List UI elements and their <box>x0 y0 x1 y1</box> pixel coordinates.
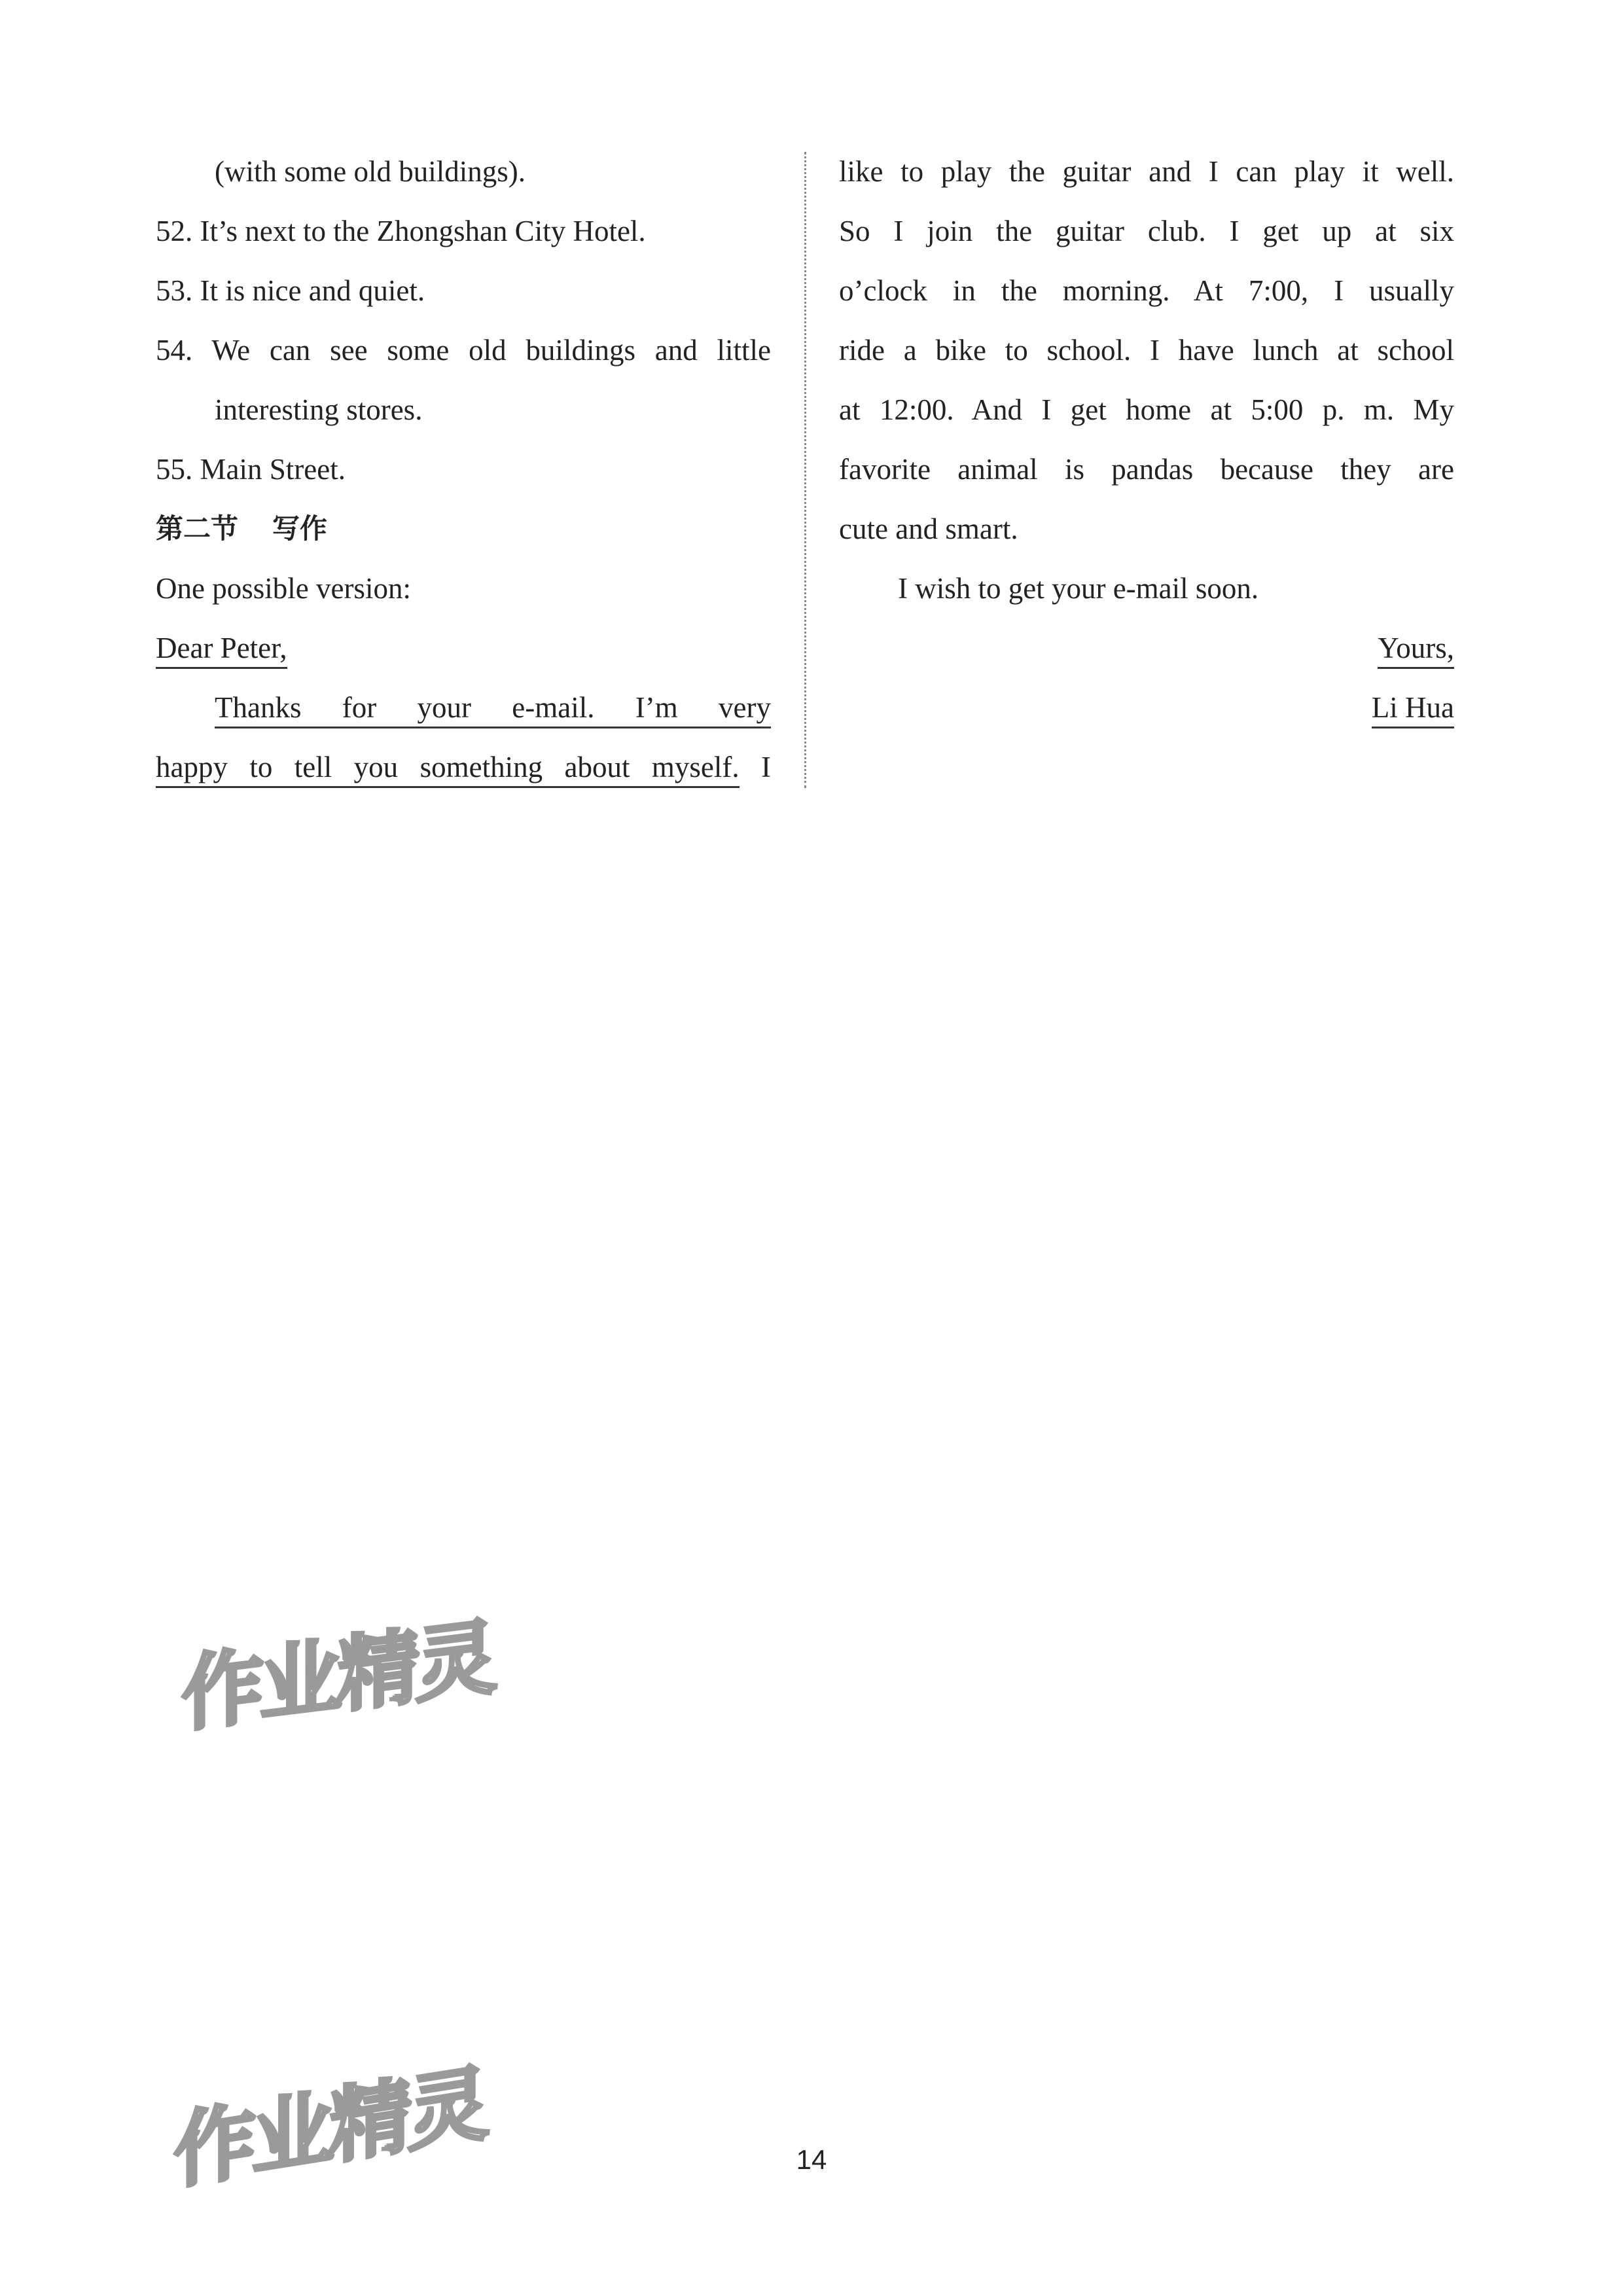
signature-text: Li Hua <box>1372 691 1454 728</box>
salutation-text: Dear Peter, <box>156 632 287 669</box>
answer-item-52: 52. It’s next to the Zhongshan City Hotel. <box>156 215 646 247</box>
column-divider <box>804 152 806 788</box>
opening-text: Thanks for your e-mail. I’m very <box>215 691 771 728</box>
opening-text-tail: I <box>761 751 771 783</box>
answer-item-54-continued: interesting stores. <box>215 393 423 426</box>
version-label: One possible version: <box>156 572 411 605</box>
section-title: 写作 <box>272 512 328 545</box>
watermark-logo: 作业精灵 <box>182 1609 493 1744</box>
letter-body-line: So I join the guitar club. I get up at six <box>839 215 1454 247</box>
answer-item-55: 55. Main Street. <box>156 453 346 486</box>
letter-opening-line <box>215 681 771 734</box>
letter-body-line: cute and smart. <box>839 512 1018 545</box>
letter-salutation <box>156 622 771 674</box>
letter-body-line: at 12:00. And I get home at 5:00 p. m. My <box>839 393 1454 426</box>
letter-sign-off <box>839 622 1454 674</box>
letter-body-line: favorite animal is pandas because they are <box>839 453 1454 486</box>
answer-line-51-continued: (with some old buildings). <box>215 155 526 188</box>
answer-item-54: 54. We can see some old buildings and little <box>156 334 771 367</box>
letter-body-line: o’clock in the morning. At 7:00, I usually <box>839 274 1454 307</box>
letter-closing-line: I wish to get your e-mail soon. <box>898 572 1259 605</box>
page-number: 14 <box>796 2144 827 2175</box>
section-heading <box>156 503 771 555</box>
watermark-logo: 作业精灵 <box>174 2056 486 2200</box>
opening-text-underlined: happy to tell you something about myself. <box>156 751 740 788</box>
section-number: 第二节 <box>156 512 239 545</box>
letter-body-line: ride a bike to school. I have lunch at school <box>839 334 1454 367</box>
letter-signature <box>839 681 1454 734</box>
letter-body-line: like to play the guitar and I can play it well. <box>839 155 1454 188</box>
letter-opening-line-2 <box>156 741 771 793</box>
answer-item-53: 53. It is nice and quiet. <box>156 274 425 307</box>
sign-off-text: Yours, <box>1378 632 1454 669</box>
